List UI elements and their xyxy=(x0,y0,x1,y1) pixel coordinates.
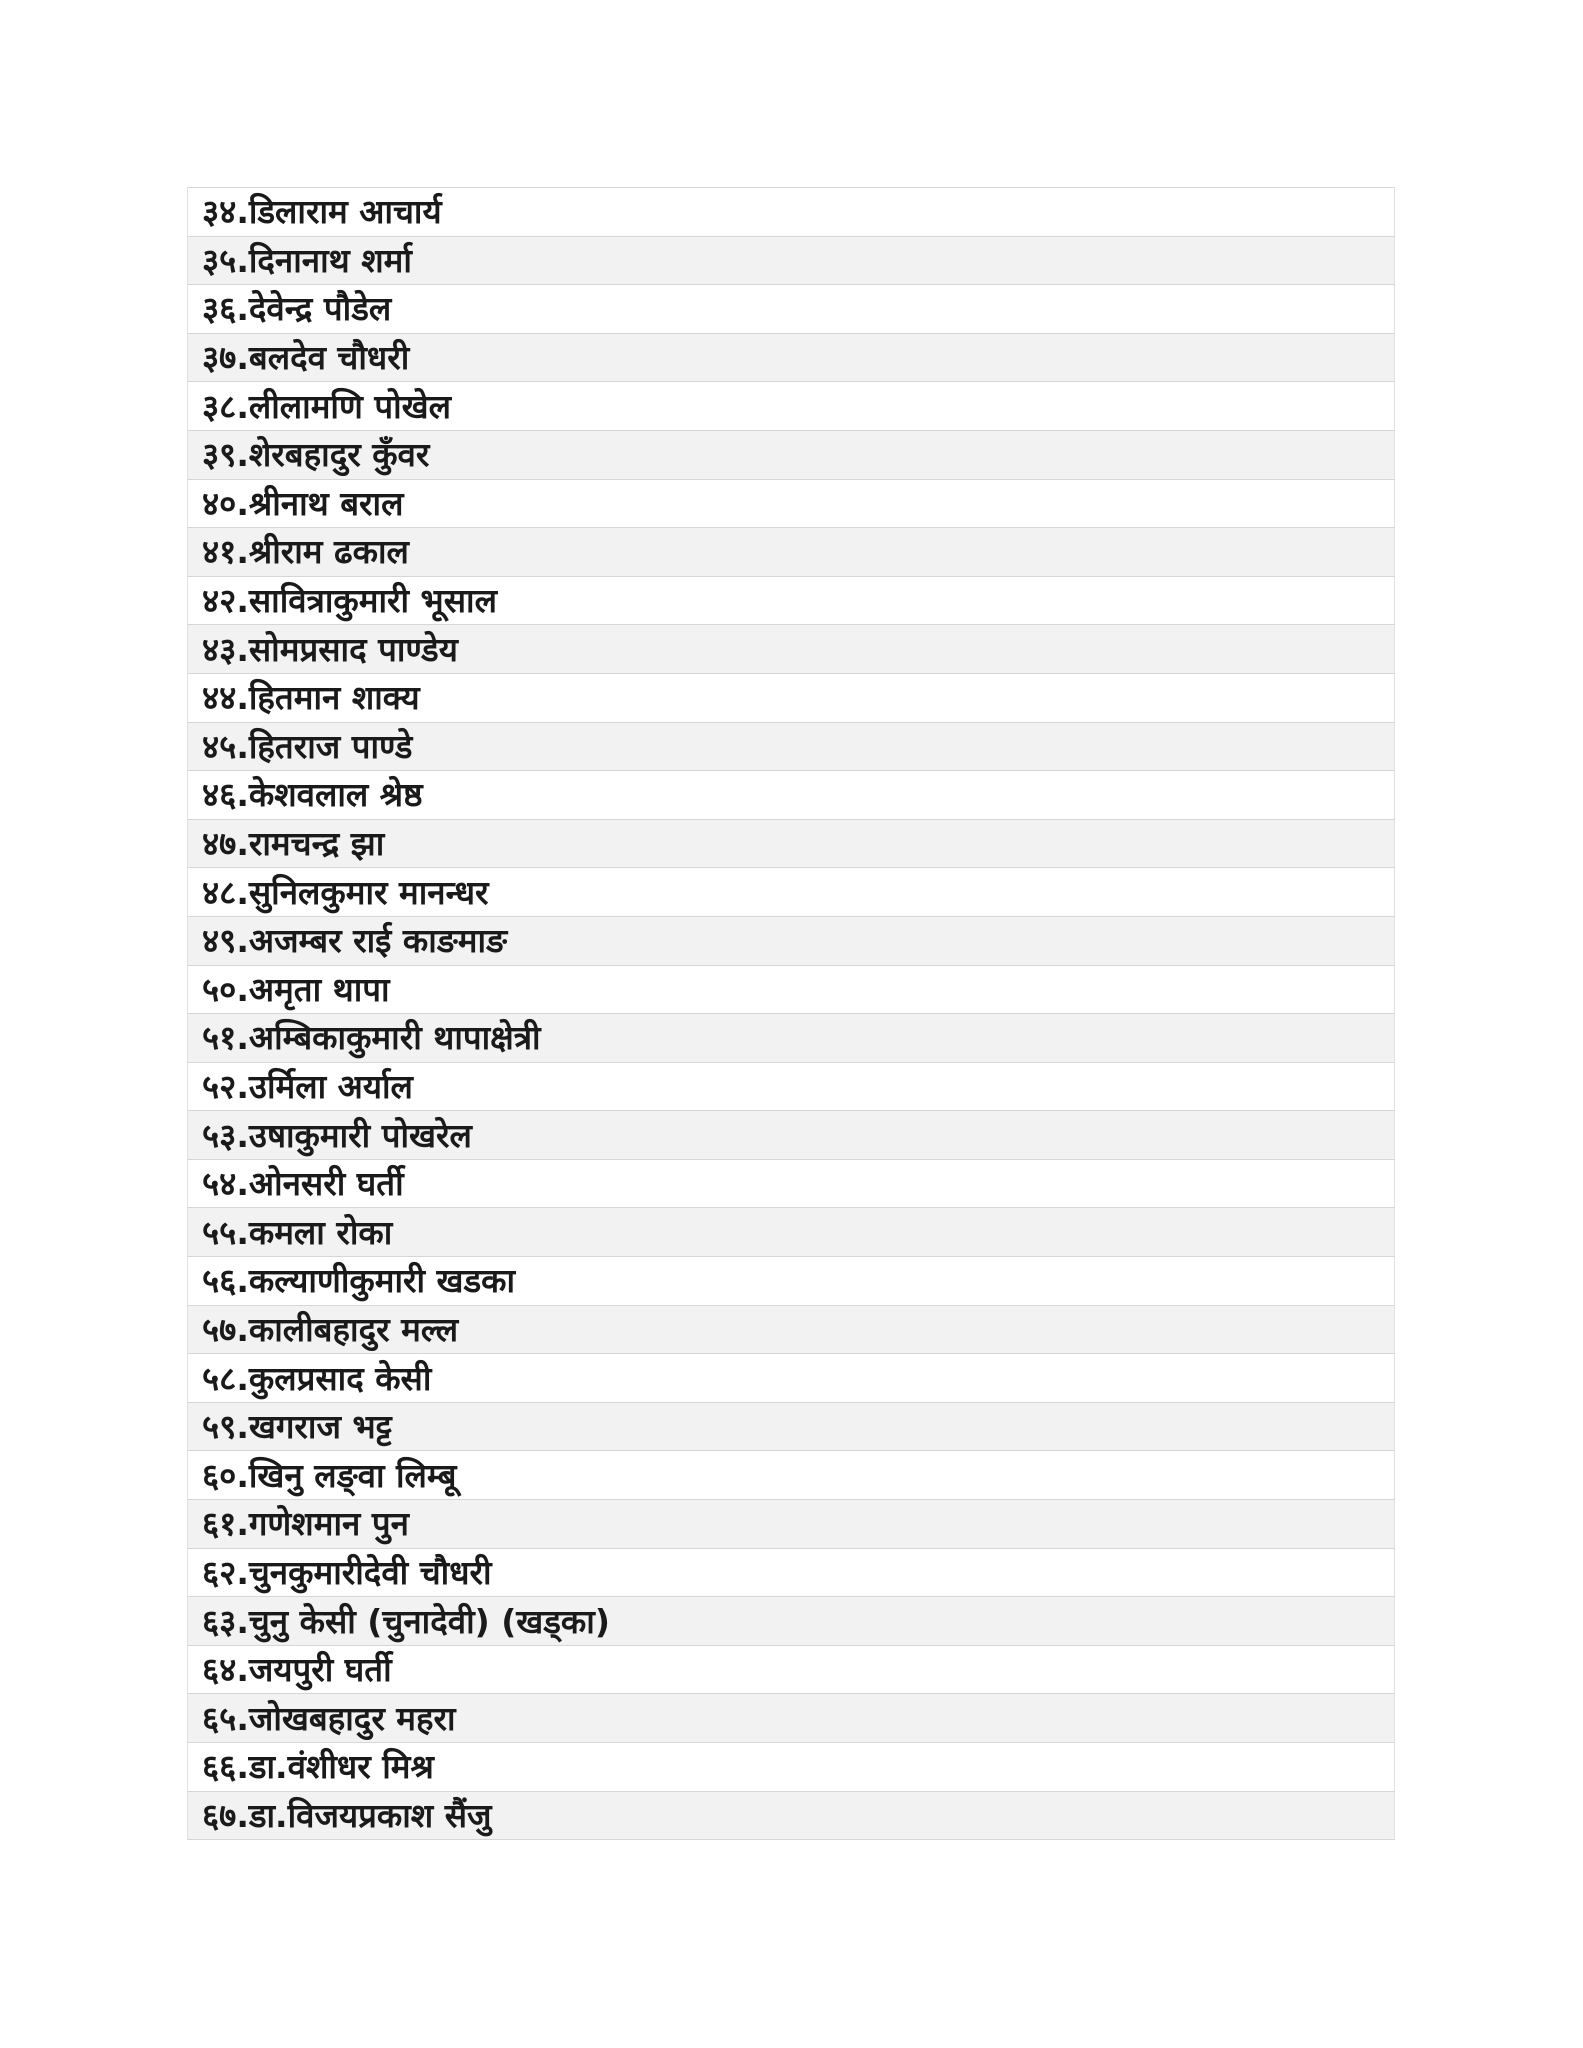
name-cell: ५७.कालीबहादुर मल्ल xyxy=(188,1305,1395,1354)
table-row xyxy=(188,673,1395,722)
name-cell: ५५.कमला रोका xyxy=(188,1208,1395,1257)
table-row xyxy=(188,1500,1395,1549)
table-row xyxy=(188,382,1395,431)
name-cell: ४७.रामचन्द्र झा xyxy=(188,819,1395,868)
name-cell: ४०.श्रीनाथ बराल xyxy=(188,479,1395,528)
table-row xyxy=(188,1597,1395,1646)
name-cell: ५४.ओनसरी घर्ती xyxy=(188,1159,1395,1208)
table-row xyxy=(188,333,1395,382)
name-cell: ५३.उषाकुमारी पोखरेल xyxy=(188,1111,1395,1160)
table-row xyxy=(188,430,1395,479)
table-row xyxy=(188,188,1395,237)
name-cell: ५२.उर्मिला अर्याल xyxy=(188,1062,1395,1111)
name-cell: ५८.कुलप्रसाद केसी xyxy=(188,1354,1395,1403)
table-row xyxy=(188,1208,1395,1257)
name-cell: ३५.दिनानाथ शर्मा xyxy=(188,236,1395,285)
name-cell: ५९.खगराज भट्ट xyxy=(188,1402,1395,1451)
name-cell: ४९.अजम्बर राई काङमाङ xyxy=(188,916,1395,965)
name-cell: ३४.डिलाराम आचार्य xyxy=(188,188,1395,237)
name-cell: ६१.गणेशमान पुन xyxy=(188,1500,1395,1549)
table-row xyxy=(188,1257,1395,1306)
table-row xyxy=(188,1062,1395,1111)
table-row xyxy=(188,1645,1395,1694)
name-cell: ४३.सोमप्रसाद पाण्डेय xyxy=(188,625,1395,674)
name-cell: ६२.चुनकुमारीदेवी चौधरी xyxy=(188,1548,1395,1597)
name-cell: ३९.शेरबहादुर कुँवर xyxy=(188,430,1395,479)
table-row xyxy=(188,528,1395,577)
table-row xyxy=(188,1451,1395,1500)
table-row xyxy=(188,1014,1395,1063)
table-row xyxy=(188,1159,1395,1208)
names-table xyxy=(187,187,1395,1840)
table-row xyxy=(188,236,1395,285)
table-row xyxy=(188,916,1395,965)
table-row xyxy=(188,1354,1395,1403)
name-cell: ४४.हितमान शाक्य xyxy=(188,673,1395,722)
table-row xyxy=(188,576,1395,625)
name-cell: ६५.जोखबहादुर महरा xyxy=(188,1694,1395,1743)
name-cell: ४१.श्रीराम ढकाल xyxy=(188,528,1395,577)
table-row xyxy=(188,1111,1395,1160)
table-row xyxy=(188,819,1395,868)
name-cell: ६६.डा.वंशीधर मिश्र xyxy=(188,1743,1395,1792)
name-cell: ३७.बलदेव चौधरी xyxy=(188,333,1395,382)
table-row xyxy=(188,771,1395,820)
name-cell: ४५.हितराज पाण्डे xyxy=(188,722,1395,771)
table-row xyxy=(188,625,1395,674)
name-cell: ६४.जयपुरी घर्ती xyxy=(188,1645,1395,1694)
table-row xyxy=(188,1743,1395,1792)
table-row xyxy=(188,479,1395,528)
name-cell: ४६.केशवलाल श्रेष्ठ xyxy=(188,771,1395,820)
table-row xyxy=(188,1305,1395,1354)
name-cell: ६०.खिनु लङ्वा लिम्बू xyxy=(188,1451,1395,1500)
name-cell: ५१.अम्बिकाकुमारी थापाक्षेत्री xyxy=(188,1014,1395,1063)
table-row xyxy=(188,1694,1395,1743)
name-cell: ३६.देवेन्द्र पौडेल xyxy=(188,285,1395,334)
table-row xyxy=(188,965,1395,1014)
name-cell: ६७.डा.विजयप्रकाश सैंजु xyxy=(188,1791,1395,1840)
table-row xyxy=(188,1548,1395,1597)
table-row xyxy=(188,285,1395,334)
name-cell: ५६.कल्याणीकुमारी खडका xyxy=(188,1257,1395,1306)
name-cell: ३८.लीलामणि पोखेल xyxy=(188,382,1395,431)
table-row xyxy=(188,1791,1395,1840)
name-cell: ६३.चुनु केसी (चुनादेवी) (खड्का) xyxy=(188,1597,1395,1646)
name-cell: ४२.सावित्राकुमारी भूसाल xyxy=(188,576,1395,625)
name-cell: ४८.सुनिलकुमार मानन्धर xyxy=(188,868,1395,917)
name-cell: ५०.अमृता थापा xyxy=(188,965,1395,1014)
table-row xyxy=(188,1402,1395,1451)
table-row xyxy=(188,722,1395,771)
table-row xyxy=(188,868,1395,917)
